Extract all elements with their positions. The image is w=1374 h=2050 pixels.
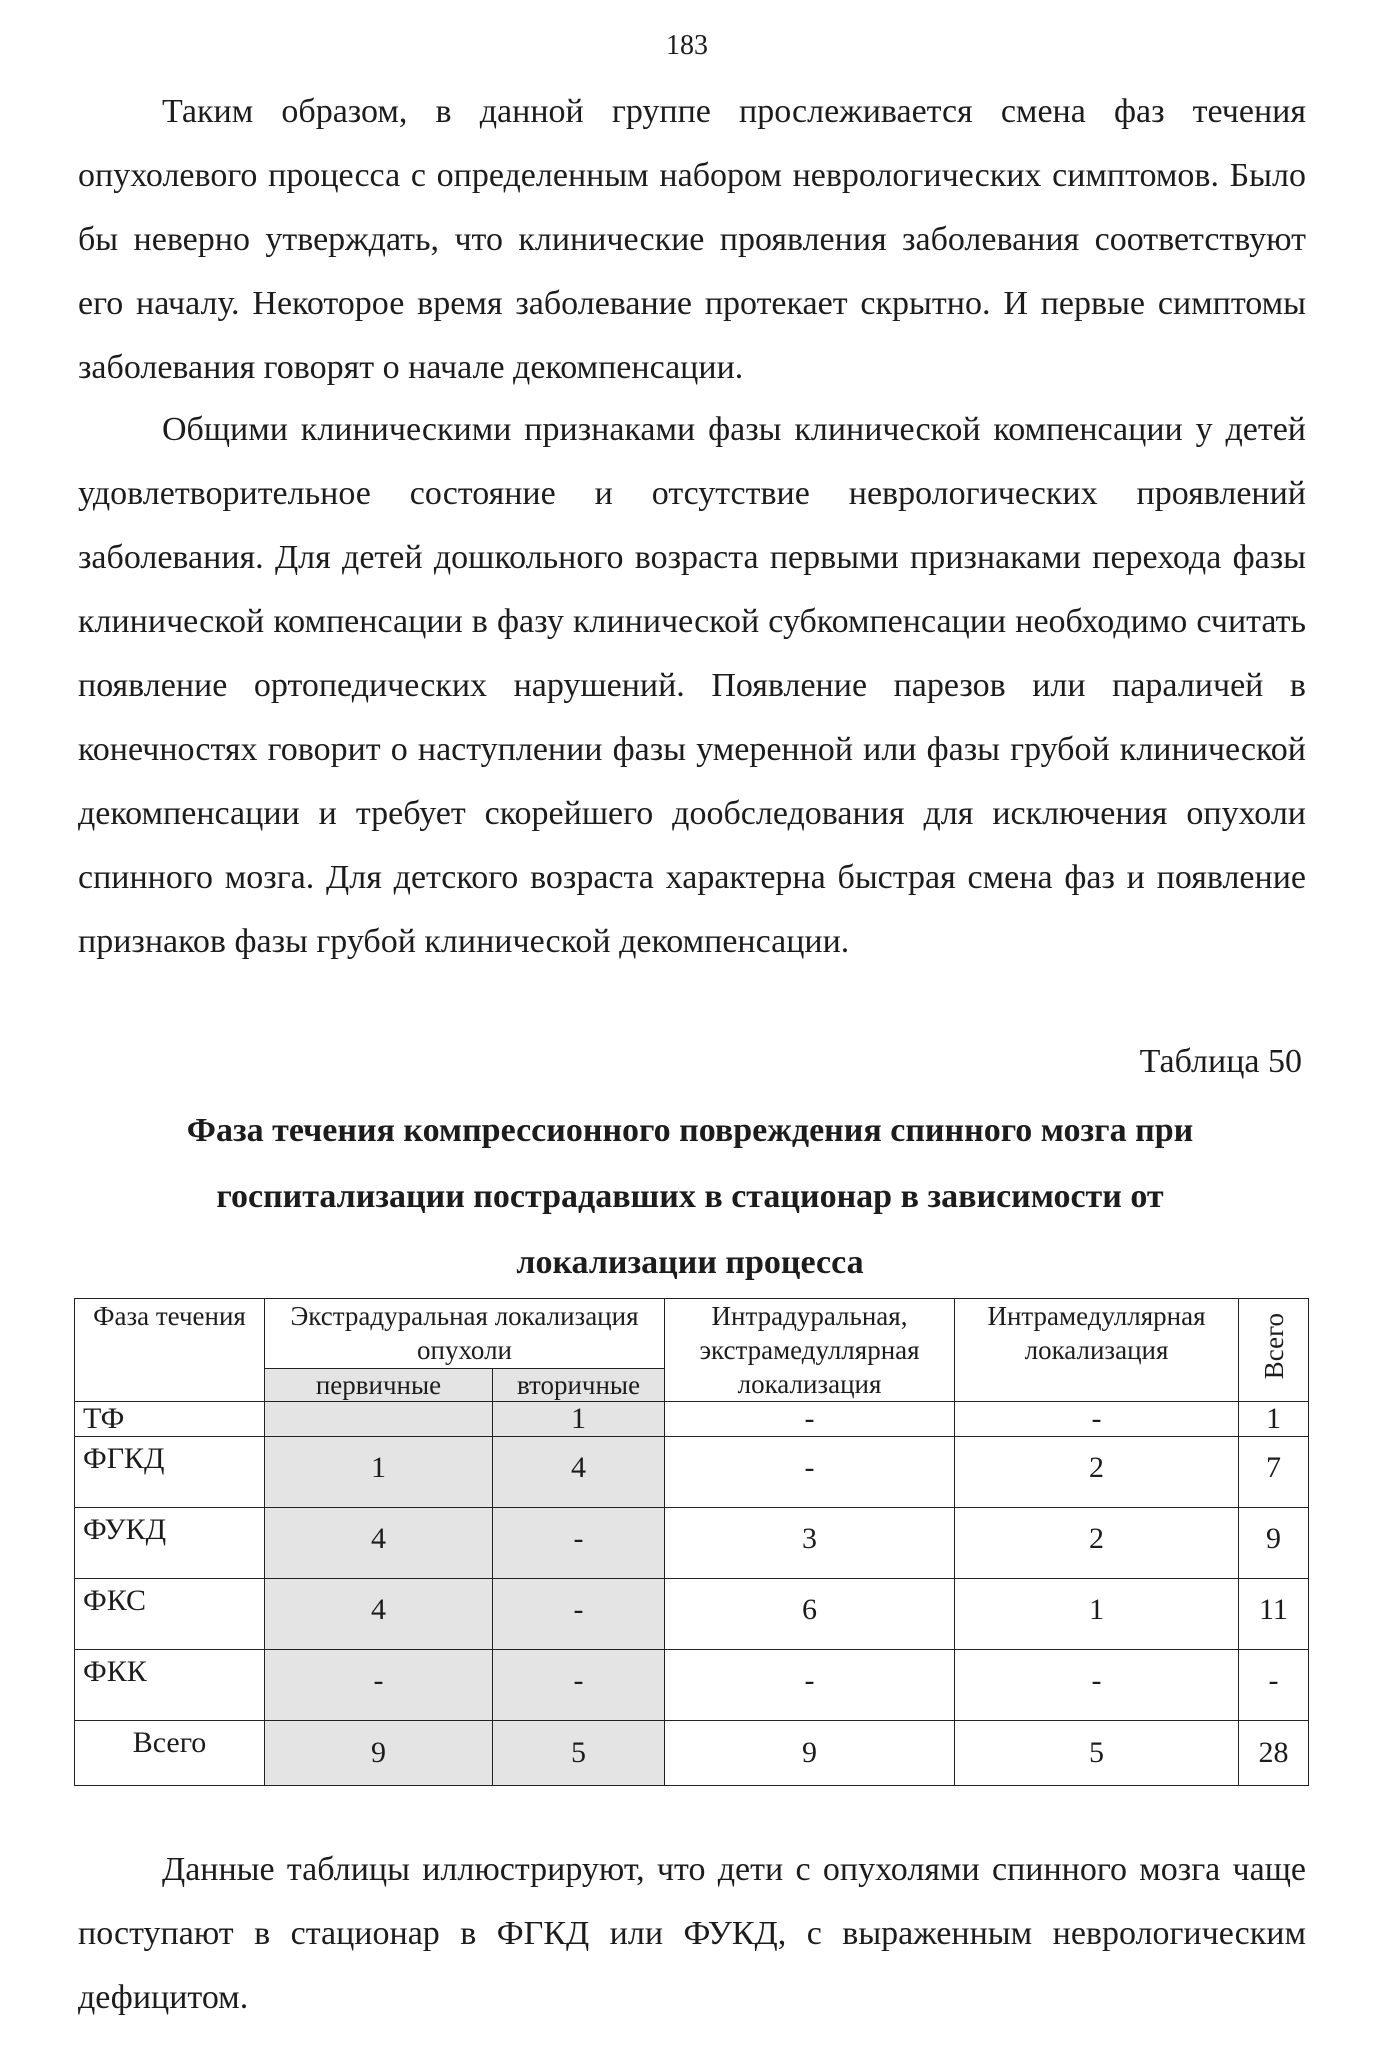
table-row (75, 1508, 1309, 1579)
cell-primary (265, 1402, 493, 1437)
cell-intradural: 3 (665, 1508, 955, 1579)
cell-primary: 4 (265, 1508, 493, 1579)
table-header-row (75, 1299, 1309, 1369)
table-row (75, 1579, 1309, 1650)
header-intradural: Интрадуральная, экстрамедуллярная локализация (665, 1299, 955, 1402)
cell-intramedullary: - (955, 1650, 1239, 1721)
cell-primary: 1 (265, 1437, 493, 1508)
cell-secondary: - (493, 1579, 665, 1650)
header-primary: первичные (265, 1368, 493, 1401)
cell-phase: ФКК (75, 1650, 265, 1721)
cell-secondary: - (493, 1650, 665, 1721)
cell-phase: ФУКД (75, 1508, 265, 1579)
cell-secondary: - (493, 1508, 665, 1579)
phase-localization-table (74, 1298, 1309, 1786)
header-intramedullary: Интрамедуллярная локализация (955, 1299, 1239, 1402)
table-row (75, 1402, 1309, 1437)
paragraph-clinical-signs (78, 398, 1306, 974)
paragraph-conclusion (78, 80, 1306, 400)
cell-intradural: 9 (665, 1721, 955, 1786)
cell-primary: 9 (265, 1721, 493, 1786)
paragraph-text: Таким образом, в данной группе прослеживается смена фаз течения опухолевого процесса с определенным набором неврологических симптомов. Было бы неверно утверждать, что клинические проявления заболевания соответствуют его началу. Некоторое время заболевание протекает скрытно. И первые симптомы заболевания говорят о начале декомпенсации. (78, 93, 1306, 386)
cell-intramedullary: 1 (955, 1579, 1239, 1650)
table-title-line: Фаза течения компрессионного повреждения спинного мозга при (186, 1112, 1194, 1149)
cell-intramedullary: 2 (955, 1508, 1239, 1579)
cell-total: 11 (1239, 1579, 1309, 1650)
cell-secondary: 1 (493, 1402, 665, 1437)
cell-primary: 4 (265, 1579, 493, 1650)
cell-phase: ФГКД (75, 1437, 265, 1508)
header-total-label: Всего (1258, 1312, 1289, 1380)
table-number: Таблица 50 (1139, 1043, 1302, 1080)
cell-phase: ФКС (75, 1579, 265, 1650)
cell-total: 28 (1239, 1721, 1309, 1786)
cell-intradural: 6 (665, 1579, 955, 1650)
cell-intramedullary: 2 (955, 1437, 1239, 1508)
cell-intramedullary: - (955, 1402, 1239, 1437)
cell-total: 9 (1239, 1508, 1309, 1579)
cell-total: 7 (1239, 1437, 1309, 1508)
header-secondary: вторичные (493, 1368, 665, 1401)
table-total-row (75, 1721, 1309, 1786)
header-total (1239, 1299, 1309, 1402)
table-title-line: локализации процесса (516, 1244, 864, 1281)
cell-intradural: - (665, 1402, 955, 1437)
cell-total: 1 (1239, 1402, 1309, 1437)
table-row (75, 1437, 1309, 1508)
table-title (120, 1098, 1260, 1296)
table-row (75, 1650, 1309, 1721)
cell-secondary: 4 (493, 1437, 665, 1508)
cell-phase: Всего (75, 1721, 265, 1786)
cell-phase: ТФ (75, 1402, 265, 1437)
paragraph-table-summary (78, 1838, 1306, 2030)
header-extradural: Экстрадуральная локализация опухоли (265, 1299, 665, 1369)
cell-secondary: 5 (493, 1721, 665, 1786)
table-title-line: госпитализации пострадавших в стационар в зависимости от (216, 1178, 1164, 1215)
page-number: 183 (666, 30, 708, 61)
header-phase: Фаза течения (75, 1299, 265, 1402)
cell-intradural: - (665, 1650, 955, 1721)
cell-intramedullary: 5 (955, 1721, 1239, 1786)
cell-total: - (1239, 1650, 1309, 1721)
paragraph-text: Данные таблицы иллюстрируют, что дети с опухолями спинного мозга чаще поступают в стационар в ФГКД или ФУКД, с выраженным неврологическим дефицитом. (78, 1851, 1306, 2016)
paragraph-text: Общими клиническими признаками фазы клинической компенсации у детей удовлетворительное состояние и отсутствие неврологических проявлений заболевания. Для детей дошкольного возраста первыми признаками перехода фазы клинической компенсации в фазу клинической субкомпенсации необходимо считать появление ортопедических нарушений. Появление парезов или параличей в конечностях говорит о наступлении фазы умеренной или фазы грубой клинической декомпенсации и требует скорейшего дообследования для исключения опухоли спинного мозга. Для детского возраста характерна быстрая смена фаз и появление признаков фазы грубой клинической декомпенсации. (78, 411, 1306, 960)
cell-primary: - (265, 1650, 493, 1721)
cell-intradural: - (665, 1437, 955, 1508)
